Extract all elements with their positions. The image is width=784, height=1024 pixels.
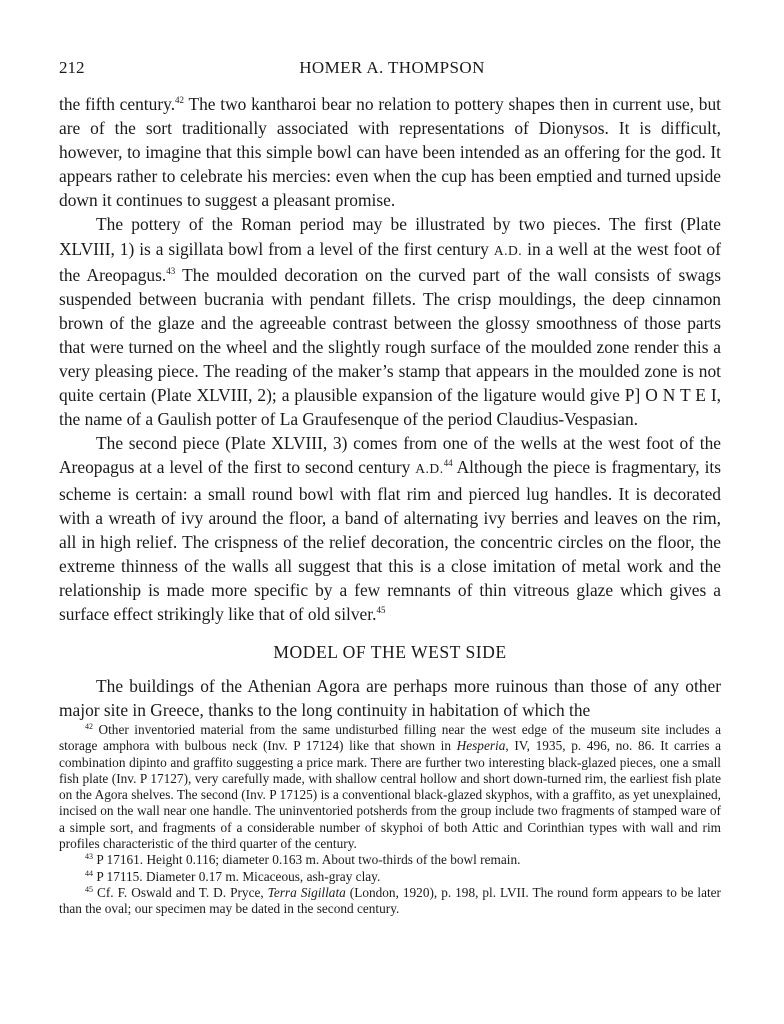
footnote-ref: 44 (443, 458, 453, 469)
footnote-43 (59, 852, 721, 868)
footnote-ref: 45 (376, 604, 386, 615)
text-run: Other inventoried material from the same undisturbed filling near the west edge of the museum site includes a storage amphora with bulbous neck (Inv. P 17124) like that shown in (59, 722, 721, 754)
footnote-ref: 42 (175, 95, 185, 105)
text-run: P 17161. Height 0.116; diameter 0.163 m. About two-thirds of the bowl remain. (93, 852, 521, 868)
era-abbreviation: A.D. (493, 242, 523, 258)
footnote-45 (59, 885, 721, 918)
footnote-number: 43 (85, 852, 93, 862)
footnote-number: 42 (85, 722, 93, 731)
text-run: , IV, 1935, p. 496, no. 86. It carries a combination dipinto and graffito suggesting a price mark. There are further two interesting black-glazed pieces, one a small fish plate (Inv. P 17127), very carefully made, with shallow central hollow and short down-turned rim, the earliest fish plate on the Agora shelves. The second (Inv. P 17125) is a conventional black-glazed skyphos, with a graffito, as yet unexplained, incised on the wall near one handle. The uninventoried potsherds from the group include two fragments of stamped ware of a simple sort, and fragments of a considerable number of skyphoi of both Attic and Corinthian types with wall and rim profiles characteristic of the third quarter of the century. (59, 738, 721, 852)
footnotes (59, 722, 721, 918)
paragraph (59, 431, 721, 626)
text-run: The pottery of the Roman period may be illustrated by two pieces. The first (Plate XLVIII, 1) is a sigillata bowl from a level of the first century (59, 214, 721, 259)
paragraph: The buildings of the Athenian Agora are perhaps more ruinous than those of any other major site in Greece, thanks to the long continuity in habitation of which the (59, 676, 721, 721)
text-run: Although the piece is fragmentary, its scheme is certain: a small round bowl with flat rim and pierced lug handles. It is decorated with a wreath of ivy around the floor, a band of alternating ivy berries and leaves on the rim, all in high relief. The crispness of the relief decoration, the concentric circles on the floor, the extreme thinness of the walls all suggest that this is a close imitation of metal work and the relationship is made more specific by a few remnants of thin vitreous glaze which gives a surface effect strikingly like that of old silver. (59, 457, 721, 624)
text-run: the fifth century. (59, 94, 176, 114)
text-run: (London, 1920), p. 198, pl. LVII. The round form appears to be later than the oval; our specimen may be dated in the second century. (59, 884, 721, 917)
text-run: Cf. F. Oswald and T. D. Pryce, (93, 884, 268, 900)
paragraph (59, 212, 721, 431)
running-title: HOMER A. THOMPSON (299, 58, 485, 77)
section-title: MODEL OF THE WEST SIDE (273, 642, 507, 663)
text-run: The moulded decoration on the curved part of the wall consists of swags suspended between bucrania with pendant fillets. The crisp mouldings, the deep cinnamon brown of the glaze and the agreeable contrast between the glossy smoothness of those parts that were turned on the wheel and the slightly rough surface of the moulded zone render this a very pleasing piece. The reading of the maker’s stamp that appears in the moulded zone is not quite certain (Plate XLVIII, 2); a plausible expansion of the ligature would give P] O N T E I, the name of a Gaulish potter of La Graufesenque of the period Claudius-Vespasian. (59, 264, 721, 430)
text-run: in a well at the west foot of the Areopagus. (59, 238, 721, 285)
footnote-number: 45 (85, 884, 93, 894)
footnote-42 (59, 722, 721, 852)
journal-title: Hesperia (456, 738, 506, 754)
page-header (59, 58, 725, 82)
text-run: P 17115. Diameter 0.17 m. Micaceous, ash-gray clay. (93, 868, 381, 884)
footnote-ref: 43 (166, 265, 176, 276)
body-text (59, 92, 721, 722)
text-run: The second piece (Plate XLVIII, 3) comes from one of the wells at the west foot of the Areopagus at a level of the first to second century (59, 433, 721, 478)
era-abbreviation: A.D. (415, 461, 444, 477)
book-title: Terra Sigillata (267, 884, 346, 900)
footnote-number: 44 (85, 868, 93, 878)
paragraph (59, 92, 721, 212)
text-run: The two kantharoi bear no relation to pottery shapes then in current use, but are of the sort traditionally associated with representations of Dionysos. It is difficult, however, to imagine that this simple bowl can have been intended as an offering for the god. It appears rather to celebrate his mercies: even when the cup has been emptied and turned upside down it continues to suggest a pleasant promise. (59, 94, 722, 211)
footnote-44 (59, 869, 721, 885)
page-number: 212 (59, 58, 85, 77)
